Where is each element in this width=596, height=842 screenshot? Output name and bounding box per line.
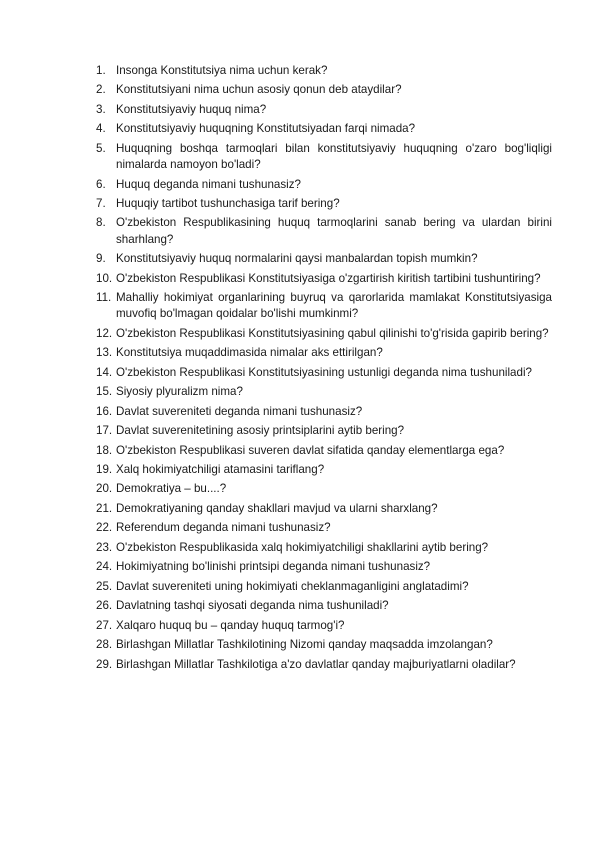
question-item xyxy=(96,141,552,173)
question-text: Konstitutsiyaviy huquq nima? xyxy=(116,102,267,116)
question-text: Konstitutsiyaviy huquq normalarini qaysi manbalardan topish mumkin? xyxy=(116,252,478,266)
question-text: Demokratiya – bu....? xyxy=(116,482,227,496)
question-number: 2. xyxy=(96,83,106,97)
question-text: Huquqiy tartibot tushunchasiga tarif bering? xyxy=(116,197,340,210)
question-item xyxy=(96,540,552,556)
question-text: Huquqning boshqa tarmoqlari bilan konstitutsiyaviy huquqning o'zaro bog'liqligi nimalarda namoyon bo'ladi? xyxy=(116,141,552,172)
question-text: Mahalliy hokimiyat organlarining buyruq va qarorlarida mamlakat Konstitutsiyasiga muvofiq bo'lmagan qoidalar bo'lishi mumkinmi? xyxy=(116,291,552,321)
question-item xyxy=(96,121,552,137)
question-text: Davlat suvereniteti deganda nimani tushunasiz? xyxy=(116,404,363,418)
question-text: Xalqaro huquq bu – qanday huquq tarmog'i? xyxy=(116,618,345,632)
question-text: Davlatning tashqi siyosati deganda nima tushuniladi? xyxy=(116,599,389,613)
question-number: 4. xyxy=(96,122,106,136)
question-number: 11. xyxy=(96,291,112,305)
question-number: 20. xyxy=(96,482,113,496)
question-item xyxy=(96,462,552,478)
question-number: 6. xyxy=(96,177,106,191)
question-item xyxy=(96,102,552,118)
question-number: 8. xyxy=(96,216,106,230)
question-number: 17. xyxy=(96,424,113,438)
question-item xyxy=(96,598,552,614)
question-text: Referendum deganda nimani tushunasiz? xyxy=(116,521,331,535)
question-number: 12. xyxy=(96,326,113,340)
question-number: 9. xyxy=(96,252,106,266)
question-text: O'zbekiston Respublikasining huquq tarmoqlarini sanab bering va ulardan birini sharhlang? xyxy=(116,216,552,246)
question-number: 5. xyxy=(96,141,106,155)
question-number: 21. xyxy=(96,501,113,515)
question-item xyxy=(96,365,552,381)
question-number: 10. xyxy=(96,271,113,285)
question-text: O'zbekiston Respublikasi Konstitutsiyasining ustunligi deganda nima tushuniladi? xyxy=(116,365,532,379)
question-item xyxy=(96,404,552,420)
question-item xyxy=(96,82,552,98)
question-item xyxy=(96,657,552,673)
question-number: 13. xyxy=(96,346,113,360)
question-number: 22. xyxy=(96,521,113,535)
question-number: 14. xyxy=(96,365,113,379)
question-number: 27. xyxy=(96,618,113,632)
question-text: Konstitutsiyaviy huquqning Konstitutsiyadan farqi nimada? xyxy=(116,122,416,136)
question-list xyxy=(96,63,552,676)
question-number: 19. xyxy=(96,463,113,476)
question-number: 16. xyxy=(96,404,113,418)
question-text: Davlat suvereniteti uning hokimiyati cheklanmaganligini anglatadimi? xyxy=(116,579,469,593)
question-text: O'zbekiston Respublikasi Konstitutsiyasining qabul qilinishi to'g'risida gapirib bering? xyxy=(116,326,549,340)
question-item xyxy=(96,177,552,193)
question-number: 7. xyxy=(96,197,106,210)
question-number: 29. xyxy=(96,657,113,671)
question-text: Insonga Konstitutsiya nima uchun kerak? xyxy=(116,64,328,77)
question-text: Konstitutsiyani nima uchun asosiy qonun deb ataydilar? xyxy=(116,83,402,97)
question-item xyxy=(96,290,552,322)
question-item xyxy=(96,423,552,439)
question-item xyxy=(96,384,552,400)
question-item xyxy=(96,520,552,536)
question-item xyxy=(96,326,552,342)
question-number: 18. xyxy=(96,443,113,457)
question-text: Xalq hokimiyatchiligi atamasini tariflang? xyxy=(116,463,325,476)
question-text: Huquq deganda nimani tushunasiz? xyxy=(116,177,301,191)
question-number: 23. xyxy=(96,540,113,554)
question-item xyxy=(96,251,552,267)
question-item xyxy=(96,559,552,575)
question-number: 3. xyxy=(96,102,106,116)
question-text: Siyosiy plyuralizm nima? xyxy=(116,385,243,399)
question-item xyxy=(96,345,552,361)
question-item xyxy=(96,637,552,653)
question-item xyxy=(96,481,552,497)
question-text: Demokratiyaning qanday shakllari mavjud va ularni sharxlang? xyxy=(116,501,438,515)
question-item xyxy=(96,196,552,212)
question-number: 15. xyxy=(96,385,113,399)
question-text: O'zbekiston Respublikasida xalq hokimiyatchiligi shakllarini aytib bering? xyxy=(116,540,489,554)
question-text: Davlat suverenitetining asosiy printsiplarini aytib bering? xyxy=(116,424,405,438)
question-item xyxy=(96,618,552,634)
question-text: Hokimiyatning bo'linishi printsipi deganda nimani tushunasiz? xyxy=(116,560,431,574)
question-text: Birlashgan Millatlar Tashkilotining Nizomi qanday maqsadda imzolangan? xyxy=(116,638,493,652)
question-number: 28. xyxy=(96,638,113,652)
question-item xyxy=(96,579,552,595)
question-number: 26. xyxy=(96,599,113,613)
question-number: 1. xyxy=(96,64,106,77)
question-number: 25. xyxy=(96,579,113,593)
question-item xyxy=(96,63,552,79)
question-item xyxy=(96,443,552,459)
question-number: 24. xyxy=(96,560,113,574)
question-text: O'zbekiston Respublikasi suveren davlat sifatida qanday elementlarga ega? xyxy=(116,443,505,457)
question-text: O'zbekiston Respublikasi Konstitutsiyasiga o'zgartirish kiritish tartibini tushuntiring? xyxy=(116,271,541,285)
question-item xyxy=(96,271,552,287)
question-item xyxy=(96,501,552,517)
question-text: Konstitutsiya muqaddimasida nimalar aks ettirilgan? xyxy=(116,346,383,360)
question-text: Birlashgan Millatlar Tashkilotiga a'zo davlatlar qanday majburiyatlarni oladilar? xyxy=(116,657,516,671)
question-item xyxy=(96,215,552,247)
